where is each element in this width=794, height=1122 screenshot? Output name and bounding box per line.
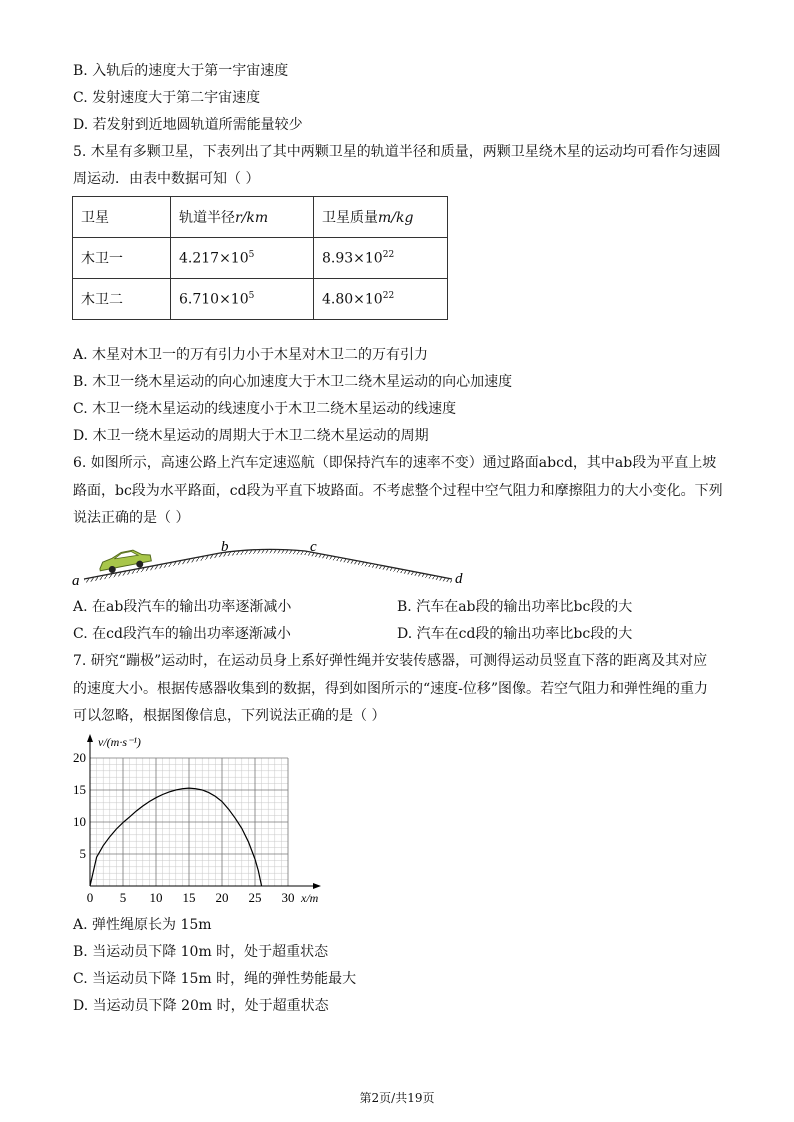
y-tick-label: 15 (73, 782, 86, 797)
row-name: 木卫二 (73, 279, 171, 320)
header-satellite: 卫星 (73, 197, 171, 238)
q4-option-b: B. 入轨后的速度大于第一宇宙速度 (73, 63, 289, 79)
x-tick-label: 0 (86, 890, 94, 905)
x-tick-label: 25 (248, 890, 262, 905)
page-footer: 第2页/共19页 (359, 1091, 435, 1105)
q6-option-a: A. 在ab段汽车的输出功率逐渐减小 (73, 599, 292, 615)
x-axis-arrow (313, 883, 321, 889)
table-row (73, 279, 448, 320)
y-tick-label: 10 (73, 814, 86, 829)
q6-option-d: D. 汽车在cd段的输出功率比bc段的大 (397, 626, 633, 642)
x-tick-label: 5 (119, 890, 127, 905)
q5-option-a: A. 木星对木卫一的万有引力小于木星对木卫二的万有引力 (73, 347, 429, 363)
q7-option-d: D. 当运动员下降 20m 时，处于超重状态 (73, 998, 329, 1014)
q6-option-b: B. 汽车在ab段的输出功率比bc段的大 (397, 599, 633, 615)
q7-option-a: A. 弹性绳原长为 15m (73, 917, 212, 933)
q7-option-b: B. 当运动员下降 10m 时，处于超重状态 (73, 944, 329, 960)
x-tick-label: 20 (215, 890, 229, 905)
y-axis-label: v/(m·s⁻¹) (98, 735, 141, 749)
x-axis-label: x/m (301, 891, 319, 905)
row-mass: $4.80\times 10^{22}$ (314, 279, 448, 320)
y-tick-labels (73, 750, 86, 861)
q7-stem-line-3: 可以忽略，根据图像信息，下列说法正确的是（ ） (73, 708, 386, 724)
q5-option-b: B. 木卫一绕木星运动的向心加速度大于木卫二绕木星运动的向心加速度 (73, 374, 513, 390)
y-tick-label: 5 (79, 846, 86, 861)
q6-stem-line-1: 6. 如图所示，高速公路上汽车定速巡航（即保持汽车的速率不变）通过路面abcd，其中ab段为平直上坡 (73, 455, 717, 471)
x-tick-label: 10 (149, 890, 163, 905)
table-header-row (73, 197, 448, 238)
velocity-displacement-chart (65, 732, 335, 907)
header-radius: 轨道半径r/km (171, 197, 314, 238)
q7-option-c: C. 当运动员下降 15m 时，绳的弹性势能最大 (73, 971, 357, 987)
header-mass: 卫星质量m/kg (314, 197, 448, 238)
q5-option-c: C. 木卫一绕木星运动的线速度小于木卫二绕木星运动的线速度 (73, 401, 457, 417)
label-a: a (72, 573, 80, 589)
x-tick-label: 15 (182, 890, 196, 905)
y-tick-label: 20 (73, 750, 86, 765)
table-row (73, 238, 448, 279)
row-radius: $4.217\times 10^5$ (171, 238, 314, 279)
label-d: d (455, 571, 463, 587)
row-mass: $8.93\times 10^{22}$ (314, 238, 448, 279)
q5-stem-line-1: 5. 木星有多颗卫星，下表列出了其中两颗卫星的轨道半径和质量，两颗卫星绕木星的运动均可看作匀速圆 (73, 144, 721, 160)
x-tick-label: 30 (281, 890, 295, 905)
q6-stem-line-2: 路面，bc段为水平路面，cd段为平直下坡路面。不考虑整个过程中空气阻力和摩擦阻力的大小变化。下列 (73, 483, 723, 499)
q4-option-c: C. 发射速度大于第二宇宙速度 (73, 90, 261, 106)
q6-stem-line-3: 说法正确的是（ ） (73, 510, 190, 526)
y-axis-arrow (87, 734, 93, 742)
row-radius: $6.710\times 10^5$ (171, 279, 314, 320)
label-b: b (221, 539, 229, 555)
q7-stem-line-2: 的速度大小。根据传感器收集到的数据，得到如图所示的“速度-位移”图像。若空气阻力和弹性绳的重力 (73, 681, 709, 697)
q5-stem-line-2: 周运动．由表中数据可知（ ） (73, 171, 260, 187)
q7-stem-line-1: 7. 研究“蹦极”运动时，在运动员身上系好弹性绳并安装传感器，可测得运动员竖直下落的距离及其对应 (73, 653, 708, 669)
x-tick-labels (87, 890, 295, 905)
road-diagram (70, 535, 490, 595)
label-c: c (310, 539, 317, 555)
q5-option-d: D. 木卫一绕木星运动的周期大于木卫二绕木星运动的周期 (73, 428, 429, 444)
satellite-table (72, 196, 448, 320)
q6-option-c: C. 在cd段汽车的输出功率逐渐减小 (73, 626, 291, 642)
row-name: 木卫一 (73, 238, 171, 279)
q4-option-d: D. 若发射到近地圆轨道所需能量较少 (73, 117, 303, 133)
